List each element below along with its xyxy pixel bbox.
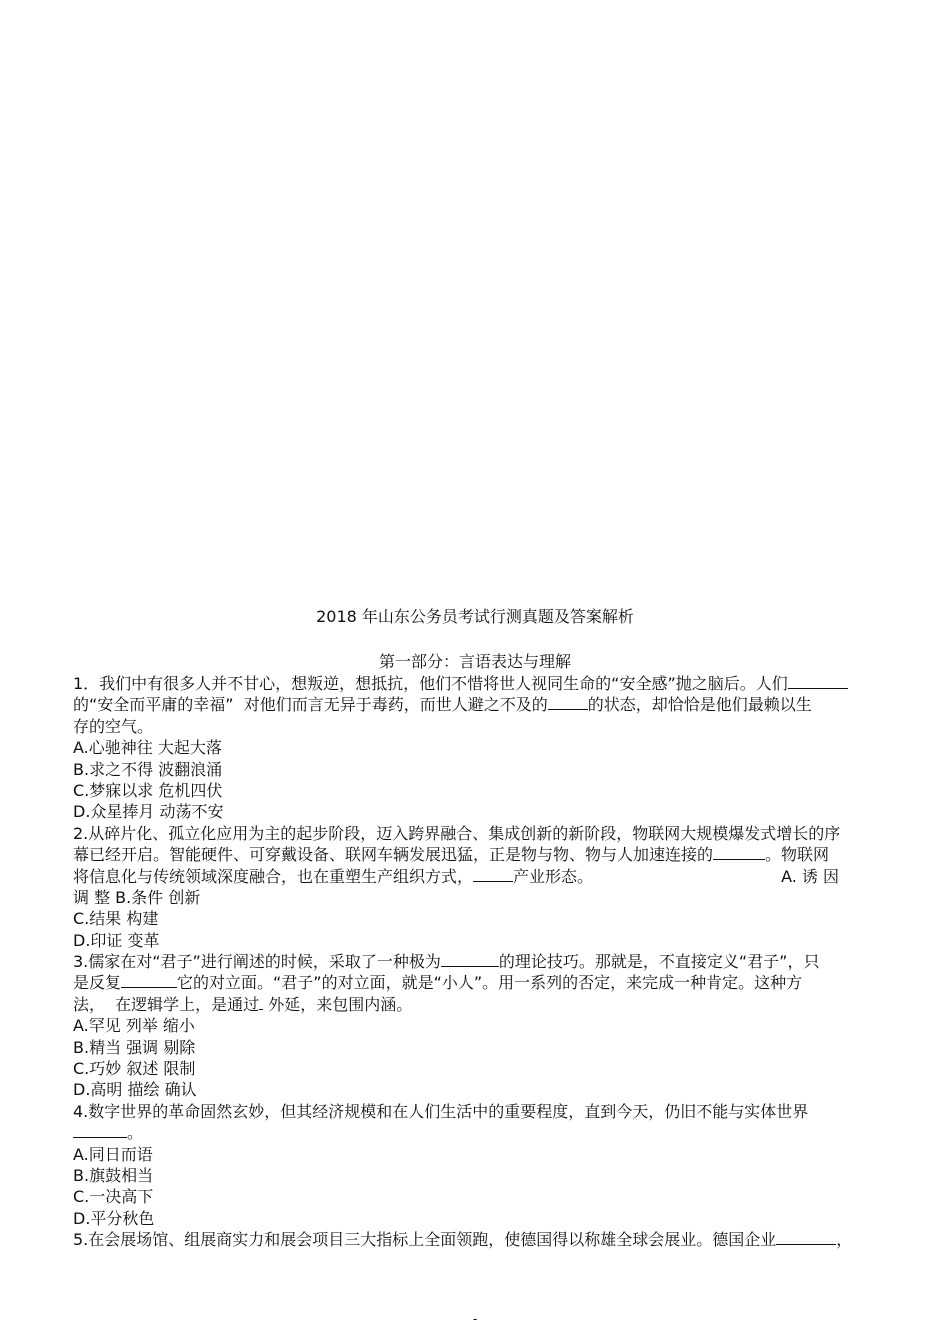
q1-option-c: C.梦寐以求 危机四伏	[73, 780, 223, 800]
q4-line-1: 4.数字世界的革命固然玄妙，但其经济规模和在人们生活中的重要程度，直到今天，仍旧不能与实体世界	[73, 1101, 809, 1121]
fill-blank	[713, 844, 765, 860]
q1-line-2	[73, 694, 891, 715]
q2-line-4: 调 整 B.条件 创新	[73, 887, 201, 907]
q4-option-d: D.平分秋色	[73, 1208, 155, 1228]
q1-option-b: B.求之不得 波翻浪涌	[73, 759, 223, 779]
q3-option-a: A.罕见 列举 缩小	[73, 1016, 195, 1036]
q1-text: 1．我们中有很多人并不甘心，想叛逆，想抵抗，他们不惜将世人视同生命的“安全感”抛之脑后。人们	[73, 674, 788, 693]
q2-option-a-start: A. 诱 因	[781, 866, 839, 886]
q5-text: ，	[836, 1230, 853, 1250]
q3-line-2	[73, 972, 891, 993]
q3-option-b: B.精当 强调 剔除	[73, 1037, 196, 1057]
q1-line-3: 存的空气。	[73, 716, 154, 736]
q1-option-d: D.众星捧月 动荡不安	[73, 802, 224, 822]
q4-text: 。	[127, 1123, 144, 1143]
fill-blank	[73, 1122, 127, 1138]
q2-text: 产业形态。	[513, 866, 594, 886]
document-body	[73, 673, 891, 1251]
q1-option-a: A.心驰神往 大起大落	[73, 738, 222, 758]
q2-line-1: 2.从碎片化、孤立化应用为主的起步阶段，迈入跨界融合、集成创新的新阶段，物联网大规模爆发式增长的序	[73, 823, 841, 843]
q2-option-c: C.结果 构建	[73, 909, 159, 929]
q3-line-1	[73, 951, 891, 972]
fill-blank	[441, 951, 499, 967]
q3-text: 3.儒家在对“君子”进行阐述的时候，采取了一种极为	[73, 952, 441, 972]
fill-blank	[776, 1229, 836, 1245]
q3-text: 外延，来包围内涵。	[263, 994, 413, 1014]
section-title: 第一部分：言语表达与理解	[378, 652, 571, 671]
q3-text: 的理论技巧。那就是，不直接定义“君子”，只	[498, 952, 820, 972]
q2-text-group	[73, 866, 593, 887]
q2-option-d: D.印证 变革	[73, 930, 160, 950]
q2-line-2	[73, 844, 891, 865]
q3-option-c: C.巧妙 叙述 限制	[73, 1059, 196, 1079]
fill-blank	[548, 694, 588, 710]
page-mark: -	[473, 1312, 478, 1326]
q2-text: 。物联网	[765, 845, 830, 865]
q4-option-c: C.一决高下	[73, 1187, 154, 1207]
q3-text: 是反复	[73, 973, 122, 993]
q1-text: 的状态，却恰恰是他们最赖以生	[587, 695, 812, 715]
q3-text: 法， 在逻辑学上，是通过	[73, 994, 260, 1014]
fill-blank	[788, 673, 848, 689]
q5-line-1	[73, 1229, 891, 1250]
document-title: 2018 年山东公务员考试行测真题及答案解析	[316, 607, 634, 626]
q4-option-a: A.同日而语	[73, 1144, 153, 1164]
fill-blank	[121, 972, 177, 988]
q3-line-3	[73, 994, 891, 1015]
fill-blank	[473, 866, 513, 882]
q2-text: 幕已经开启。智能硬件、可穿戴设备、联网车辆发展迅猛，正是物与物、物与人加速连接的	[73, 845, 714, 865]
q1-text: 的“安全而平庸的幸福” 对他们而言无异于毒药，而世人避之不及的	[73, 695, 548, 715]
q3-option-d: D.高明 描绘 确认	[73, 1080, 197, 1100]
q1-line-1	[73, 673, 891, 694]
q2-line-3	[73, 866, 891, 887]
q3-text: 它的对立面。“君子”的对立面，就是“小人”。用一系列的否定，来完成一种肯定。这种方	[177, 973, 803, 993]
q4-line-2	[73, 1122, 891, 1143]
q4-option-b: B.旗鼓相当	[73, 1165, 154, 1185]
q5-text: 5.在会展场馆、组展商实力和展会项目三大指标上全面领跑，使德国得以称雄全球会展业。德国企业	[73, 1230, 777, 1250]
q2-text: 将信息化与传统领域深度融合，也在重塑生产组织方式，	[73, 866, 474, 886]
